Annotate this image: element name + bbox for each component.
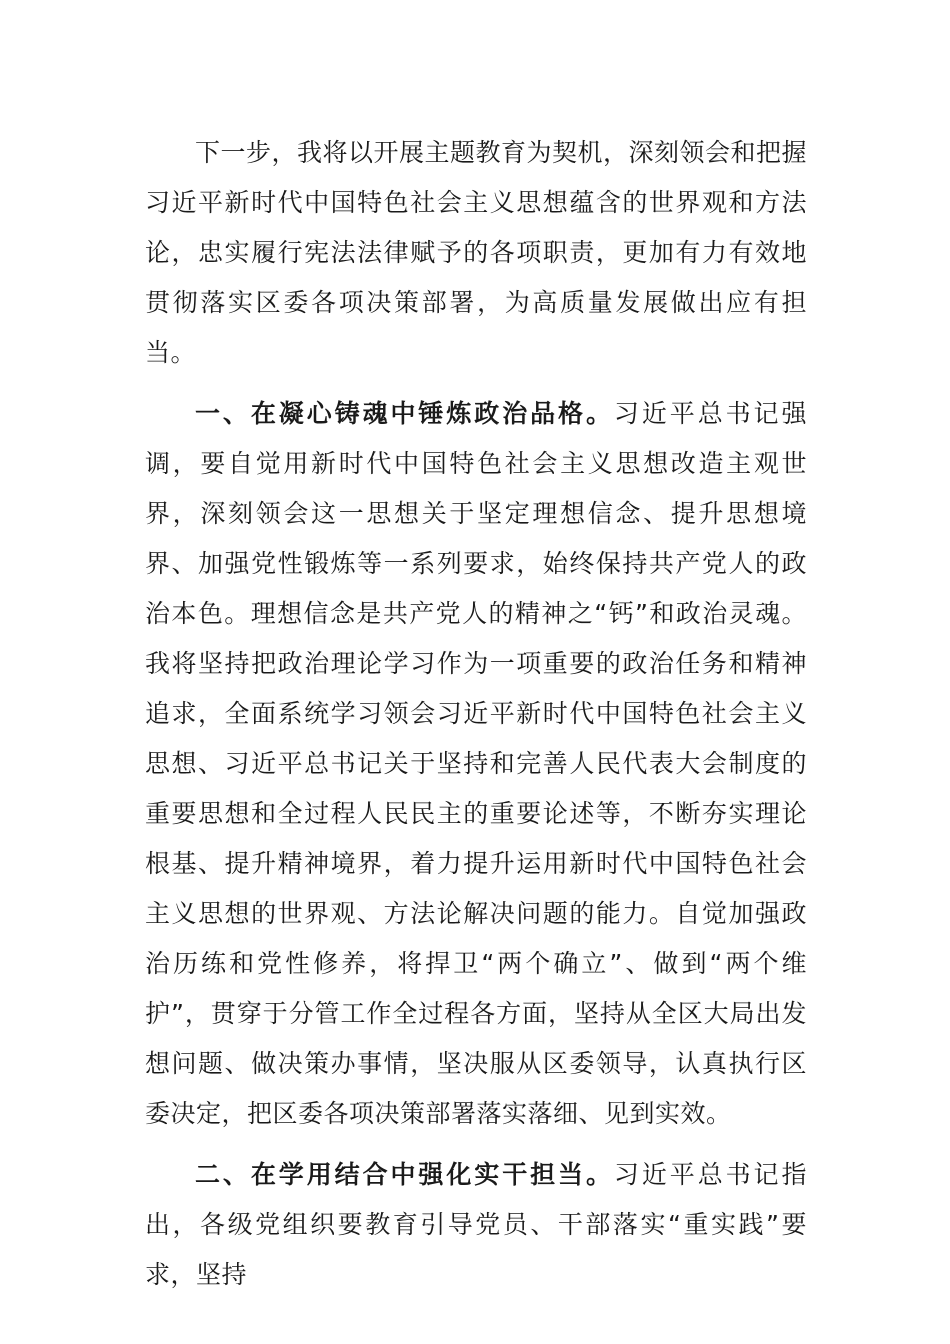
paragraph-intro <box>145 128 807 378</box>
paragraph-text: 习近平总书记强调，要自觉用新时代中国特色社会主义思想改造主观世界，深刻领会这一思想关于坚定理想信念、提升思想境界、加强党性锻炼等一系列要求，始终保持共产党人的政治本色。理想信念是共产党人的精神之“钙”和政治灵魂。我将坚持把政治理论学习作为一项重要的政治任务和精神追求，全面系统学习领会习近平新时代中国特色社会主义思想、习近平总书记关于坚持和完善人民代表大会制度的重要思想和全过程人民民主的重要论述等，不断夯实理论根基、提升精神境界，着力提升运用新时代中国特色社会主义思想的世界观、方法论解决问题的能力。自觉加强政治历练和党性修养，将捍卫“两个确立”、做到“两个维护”，贯穿于分管工作全过程各方面，坚持从全区大局出发想问题、做决策办事情，坚决服从区委领导，认真执行区委决定，把区委各项决策部署落实落细、见到实效。 <box>145 399 807 1128</box>
document-body <box>145 128 807 1300</box>
section-heading-1: 一、在凝心铸魂中锤炼政治品格。 <box>195 399 614 428</box>
paragraph-section-2 <box>145 1150 807 1300</box>
section-heading-2: 二、在学用结合中强化实干担当。 <box>195 1160 614 1189</box>
paragraph-section-1 <box>145 389 807 1139</box>
paragraph-text: 习近平总书记指出，各级党组织要教育引导党员、干部落实“重实践”要求，坚持 <box>145 1160 807 1289</box>
paragraph-text: 下一步，我将以开展主题教育为契机，深刻领会和把握习近平新时代中国特色社会主义思想蕴含的世界观和方法论，忠实履行宪法法律赋予的各项职责，更加有力有效地贯彻落实区委各项决策部署，为高质量发展做出应有担当。 <box>145 138 808 367</box>
